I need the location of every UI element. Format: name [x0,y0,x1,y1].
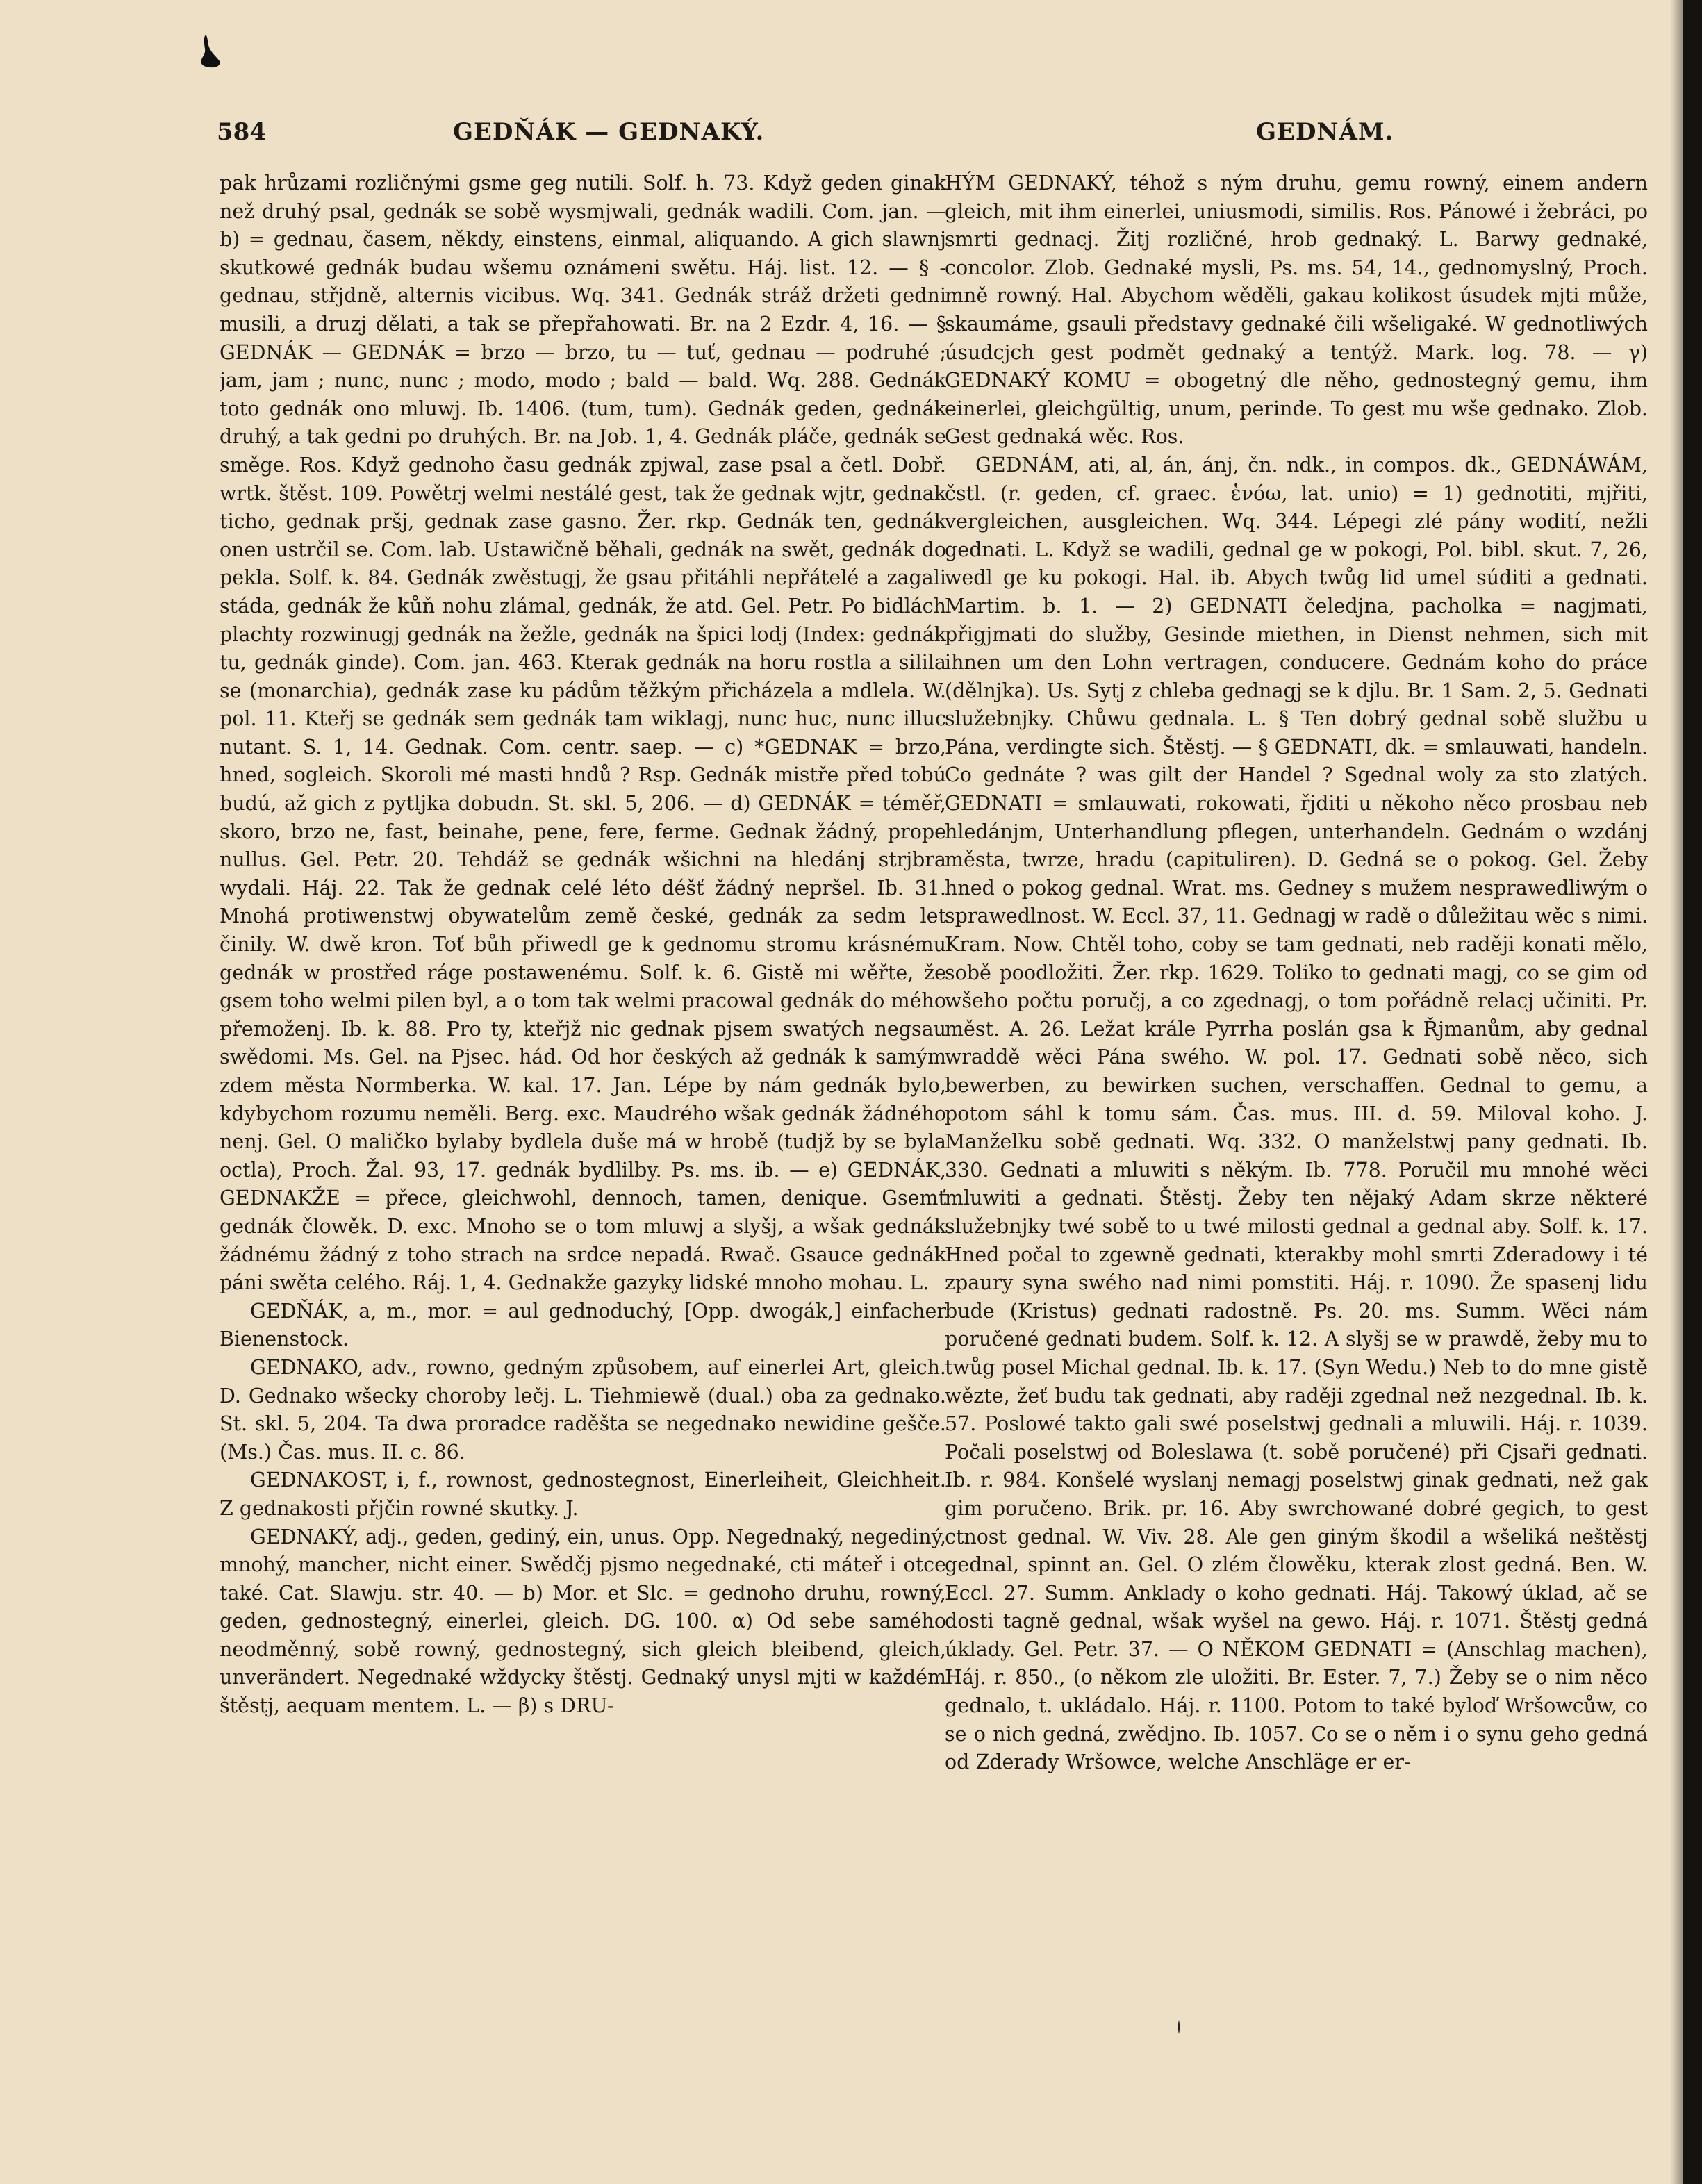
right-running-head: GEDNÁM. [1256,118,1394,146]
left-text-column [220,169,946,2045]
stray-ink-mark [1177,2020,1181,2034]
ink-blot-mark [196,33,224,69]
left-running-head: GEDŇÁK — GEDNAKÝ. [453,118,765,146]
right-text-column [945,169,1648,2045]
book-spine-shadow [1683,0,1702,2184]
page-number: 584 [217,118,266,146]
right-paragraph: GEDNÁM, ati, al, án, ánj, čn. ndk., in compos. dk., GEDNÁWÁM, čstl. (r. geden, cf. graec. ἑνόω, lat. unio) = 1) gednotiti, mjřiti, vergleichen, ausgleichen. Wq. 344. Lépegi zlé pány wodití, nežli gednati. L. Když se wadili, gednal ge w pokogi, Pol. bibl. skut. 7, 26, wedl ge ku pokogi. Hal. ib. Abych twůg lid umel súditi a gednati. Martim. b. 1. — 2) GEDNATI čeledjna, pacholka = nagjmati, přigjmati do služby, Gesinde miethen, in Dienst nehmen, sich mit ihnen um den Lohn vertragen, conducere. Gednám koho do práce (dělnjka). Us. Sytj z chleba gednagj se k djlu. Br. 1 Sam. 2, 5. Gednati služebnjky. Chůwu gednala. L. § Ten dobrý gednal sobě službu u Pána, verdingte sich. Štěstj. — § GEDNATI, dk. = smlauwati, handeln. Co gednáte ? was gilt der Handel ? Sgednal woly za sto zlatých. GEDNATI = smlauwati, rokowati, řjditi u někoho něco prosbau neb hledánjm, Unterhandlung pflegen, unterhandeln. Gednám o wzdánj města, twrze, hradu (capituliren). D. Gedná se o pokog. Gel. Žeby hned o pokog gednal. Wrat. ms. Gedney s mužem nesprawedliwým o sprawedlnost. W. Eccl. 37, 11. Gednagj w radě o důležitau wěc s nimi. Kram. Now. Chtěl toho, coby se tam gednati, neb raději konati mělo, sobě poodložiti. Žer. rkp. 1629. Toliko to gednati magj, co se gim od wšeho počtu poručj, a co zgednagj, o tom pořádně relacj učiniti. Pr. měst. A. 26. Ležat krále Pyrrha poslán gsa k Řjmanům, aby gednal wraddě wěci Pána swého. W. pol. 17. Gednati sobě něco, sich bewerben, zu bewirken suchen, verschaffen. Gednal to gemu, a potom sáhl k tomu sám. Čas. mus. III. d. 59. Miloval koho. J. Manželku sobě gednati. Wq. 332. O manželstwj pany gednati. Ib. 330. Gednati a mluwiti s někým. Ib. 778. Poručil mu mnohé wěci mluwiti a gednati. Štěstj. Žeby ten nějaký Adam skrze některé služebnjky twé sobě to u twé milosti gednal a gednal aby. Solf. k. 17. Hned počal to zgewně gednati, kterakby mohl smrti Zderadowy i té zpaury syna swého nad nimi pomstiti. Háj. r. 1090. Že spasenj lidu bude (Kristus) gednati radostně. Ps. 20. ms. Summ. Wěci nám poručené gednati budem. Solf. k. 12. A slyšj se w prawdě, žeby mu to twůg posel Michal gednal. Ib. k. 17. (Syn Wedu.) Neb to do mne gistě wězte, žeť budu tak gednati, aby raději zgednal než nezgednal. Ib. k. 57. Poslowé takto gali swé poselstwj gednali a mluwili. Háj. r. 1039. Počali poselstwj od Boleslawa (t. sobě poručené) při Cjsaři gednati. Ib. r. 984. Konšelé wyslanj nemagj poselstwj ginak gednati, než gak gim poručeno. Brik. pr. 16. Aby swrchowané dobré gegich, to gest ctnost gednal. W. Viv. 28. Ale gen giným škodil a wšeliká neštěstj gednal, spinnt an. Gel. O zlém člowěku, kterak zlost gedná. Ben. W. Eccl. 27. Summ. Anklady o koho gednati. Háj. Takowý úklad, ač se dosti tagně gednal, wšak wyšel na gewo. Háj. r. 1071. Štěstj gedná úklady. Gel. Petr. 37. — O NĚKOM GEDNATI = (Anschlag machen), Háj. r. 850., (o někom zle uložiti. Br. Ester. 7, 7.) Žeby se o nim něco gednalo, t. ukládalo. Háj. r. 1100. Potom to také byloď Wršowcůw, co se o nich gedná, zwědjno. Ib. 1057. Co se o něm i o synu geho gedná od Zderady Wršowce, welche Anschläge er er- [945,453,1648,1774]
left-paragraph: pak hrůzami rozličnými gsme geg nutili. Solf. h. 73. Když geden ginak než druhý psal, gednák se sobě wysmjwali, gednák wadili. Com. jan. — b) = gednau, časem, někdy, einstens, einmal, aliquando. A gich slawnj skutkowé gednák budau wšemu oznámeni swětu. Háj. list. 12. — § - gednau, střjdně, alternis vicibus. Wq. 341. Gednák stráž držeti gedni musili, a druzj dělati, a tak se přepřahowati. Br. na 2 Ezdr. 4, 16. — § GEDNÁK — GEDNÁK = brzo — brzo, tu — tuť, gednau — podruhé ; jam, jam ; nunc, nunc ; modo, modo ; bald — bald. Wq. 288. Gednák toto gednák ono mluwj. Ib. 1406. (tum, tum). Gednák geden, gednák druhý, a tak gedni po druhých. Br. na Job. 1, 4. Gednák pláče, gednák se směge. Ros. Když gednoho času gednák zpjwal, zase psal a četl. Dobř. wrtk. štěst. 109. Powětrj welmi nestálé gest, tak že gednak wjtr, gednak ticho, gednak pršj, gednak zase gasno. Žer. rkp. Gednák ten, gednák onen ustrčil se. Com. lab. Ustawičně běhali, gednák na swět, gednák do pekla. Solf. k. 84. Gednák zwěstugj, že gsau přitáhli nepřátelé a zagali stáda, gednák že kůň nohu zlámal, gednák, že atd. Gel. Petr. Po bidlách plachty rozwinugj gednák na žežle, gednák na špici lodj (Index: gednák tu, gednák ginde). Com. jan. 463. Kterak gednák na horu rostla a silila se (monarchia), gednák zase ku pádům těžkým přicházela a mdlela. W. pol. 11. Kteřj se gednák sem gednák tam wiklagj, nunc huc, nunc illuc nutant. S. 1, 14. Gednak. Com. centr. saep. — c) *GEDNAK = brzo, hned, sogleich. Skoroli mé masti hndů ? Rsp. Gednák mistře před tobú budú, až gich z pytljka dobudn. St. skl. 5, 206. — d) GEDNÁK = téměř, skoro, brzo ne, fast, beinahe, pene, fere, ferme. Gednak žádný, prope nullus. Gel. Petr. 20. Tehdáž se gednák wšichni na hledánj strjbra wydali. Háj. 22. Tak že gednak celé léto déšť žádný nepršel. Ib. 31. Mnohá protiwenstwj obywatelům země české, gednák za sedm let činily. W. dwě kron. Toť bůh přiwedl ge k gednomu stromu krásnému gednák w prostřed ráge postawenému. Solf. k. 6. Gistě mi wěřte, že gsem toho welmi pilen byl, a o tom tak welmi pracowal gednák do mého přemoženj. Ib. k. 88. Pro ty, kteřjž nic gednak pjsem swatých negsau swědomi. Ms. Gel. na Pjsec. hád. Od hor českých až gednák k samým zdem města Normberka. W. kal. 17. Jan. Lépe by nám gednák bylo, kdybychom rozumu neměli. Berg. exc. Maudrého wšak gednák žádného nenj. Gel. O maličko bylaby bydlela duše má w hrobě (tudjž by se byla octla), Proch. Žal. 93, 17. gednák bydlilby. Ps. ms. ib. — e) GEDNÁK, GEDNAKŽE = přece, gleichwohl, dennoch, tamen, denique. Gsemť gednák člowěk. D. exc. Mnoho se o tom mluwj a slyšj, a wšak gednák žádnému žádný z toho strach na srdce nepadá. Rwač. Gsauce gednák páni swěta celého. Ráj. 1, 4. Gednakže gazyky lidské mnoho mohau. L. [220,172,946,1295]
left-paragraph: GEDNAKÝ, adj., geden, gediný, ein, unus. Opp. Negednaký, negediný, mnohý, mancher, nicht einer. Swědčj pjsmo negednaké, cti máteř i otce také. Cat. Slawju. str. 40. — b) Mor. et Slc. = gednoho druhu, rowný, geden, gednostegný, einerlei, gleich. DG. 100. α) Od sebe samého neodměnný, sobě rowný, gednostegný, sich gleich bleibend, gleich, unverändert. Negednaké wždycky štěstj. Gednaký unysl mjti w každém štěstj, aequam mentem. L. — β) s DRU- [220,1525,946,1718]
spine-gradient [1670,0,1683,2184]
right-paragraph: HÝM GEDNAKÝ, téhož s ným druhu, gemu rowný, einem andern gleich, mit ihm einerlei, uniusmodi, similis. Ros. Pánowé i žebráci, po smrti gednacj. Žitj rozličné, hrob gednaký. L. Barwy gednaké, concolor. Zlob. Gednaké mysli, Ps. ms. 54, 14., gednomyslný, Proch. mně rowný. Hal. Abychom wěděli, gakau kolikost úsudek mjti může, skaumáme, gsauli představy gednaké čili wšeligaké. W gednotliwých úsudcjch gest podmět gednaký a tentýž. Mark. log. 78. — γ) GEDNAKÝ KOMU = obogetný dle něho, gednostegný gemu, ihm einerlei, gleichgültig, unum, perinde. To gest mu wše gednako. Zlob. Gest gednaká wěc. Ros. [945,172,1648,449]
running-header [217,118,1662,160]
left-paragraph: GEDNAKOST, i, f., rownost, gednostegnost, Einerleiheit, Gleichheit. Z gednakosti přjčin rowné skutky. J. [220,1469,946,1520]
left-paragraph: GEDNAKO, adv., rowno, gedným způsobem, auf einerlei Art, gleich. D. Gednako wšecky choroby lečj. L. Tiehmiewě (dual.) oba za gednako. St. skl. 5, 204. Ta dwa proradce raděšta se negednako newidine gešče. (Ms.) Čas. mus. II. c. 86. [220,1355,946,1464]
left-paragraph: GEDŇÁK, a, m., mor. = aul gednoduchý, [Opp. dwogák,] einfacher Bienenstock. [220,1299,946,1351]
